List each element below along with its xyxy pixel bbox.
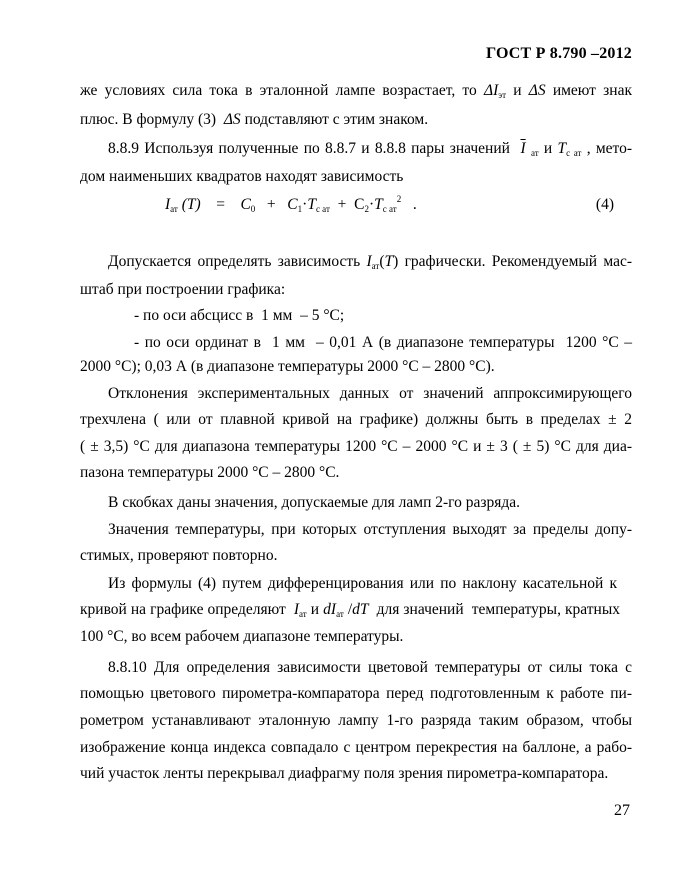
text-line: - по оси ординат в 1 мм – 0,01 А (в диапазоне температуры 1200 °С – <box>134 334 632 351</box>
text-line: изображение конца индекса совпадало с центром перекрестия на баллоне, а рабо- <box>80 739 632 756</box>
text-line: В скобках даны значения, допускаемые для ламп 2-го разряда. <box>108 494 521 511</box>
text-line: трехчлена ( или от плавной кривой на графике) должны быть в пределах ± 2 <box>80 411 632 428</box>
text-line: чий участок ленты перекрывал диафрагму поля зрения пирометра-компаратора. <box>80 765 609 782</box>
text-line: 8.8.10 Для определения зависимости цветовой температуры от силы тока с <box>108 659 632 676</box>
text-line: стимых, проверяют повторно. <box>80 547 278 564</box>
formula: $I_{ат}$ (T) = $C_0 + C_1\cdot T_{с ат} + C_2\cdot T_{с ат}^2$ . <box>165 194 417 214</box>
text-line: Значения температуры, при которых отступления выходят за пределы допу- <box>108 521 632 538</box>
text-line: штаб при построении графика: <box>80 281 286 298</box>
document-header: ГОСТ Р 8.790 –2012 <box>485 45 632 62</box>
text-line: Отклонения экспериментальных данных от значений аппроксимирующего <box>108 385 632 402</box>
text-line: Допускается определять зависимость $I_{ат}(T)$ графически. Рекомендуемый мас- <box>108 253 632 271</box>
equation-number: (4) <box>595 196 614 213</box>
text-line: - по оси абсцисс в 1 мм – 5 °С; <box>134 307 345 324</box>
text-line: 2000 °С); 0,03 А (в диапазоне температуры 2000 °С – 2800 °С). <box>80 358 495 375</box>
text-line: помощью цветового пирометра-компаратора перед подготовленным к работе пи- <box>80 685 632 702</box>
text-line: 100 °С, во всем рабочем диапазоне температуры. <box>80 628 404 645</box>
text-line: Из формулы (4) путем дифференцирования или по наклону касательной к <box>108 575 617 592</box>
text-line: рометром устанавливают эталонную лампу 1-го разряда таким образом, чтобы <box>80 712 632 729</box>
text-line: дом наименьших квадратов находят зависимость <box>80 168 404 185</box>
text-line: же условиях сила тока в эталонной лампе возрастает, то $\Delta I_{эт}$ и ΔS имеют знак <box>80 82 632 100</box>
text-line: плюс. В формулу (3) ΔS подставляют с этим знаком. <box>80 111 429 128</box>
page-number: 27 <box>614 802 630 819</box>
text-line: кривой на графике определяют $I_{ат}$ и $dI_{ат}$ /dT для значений температуры, кратных <box>80 601 621 619</box>
text-line: ( ± 3,5) °С для диапазона температуры 1200 °С – 2000 °С и ± 3 ( ± 5) °С для диа- <box>80 438 632 455</box>
text-line: 8.8.9 Используя полученные по 8.8.7 и 8.8.8 пары значений $\overline{I}$ $_{ат}$ и $T_{с ат}$ , мето- <box>108 140 633 158</box>
text-line: пазона температуры 2000 °С – 2800 °С. <box>80 464 340 481</box>
